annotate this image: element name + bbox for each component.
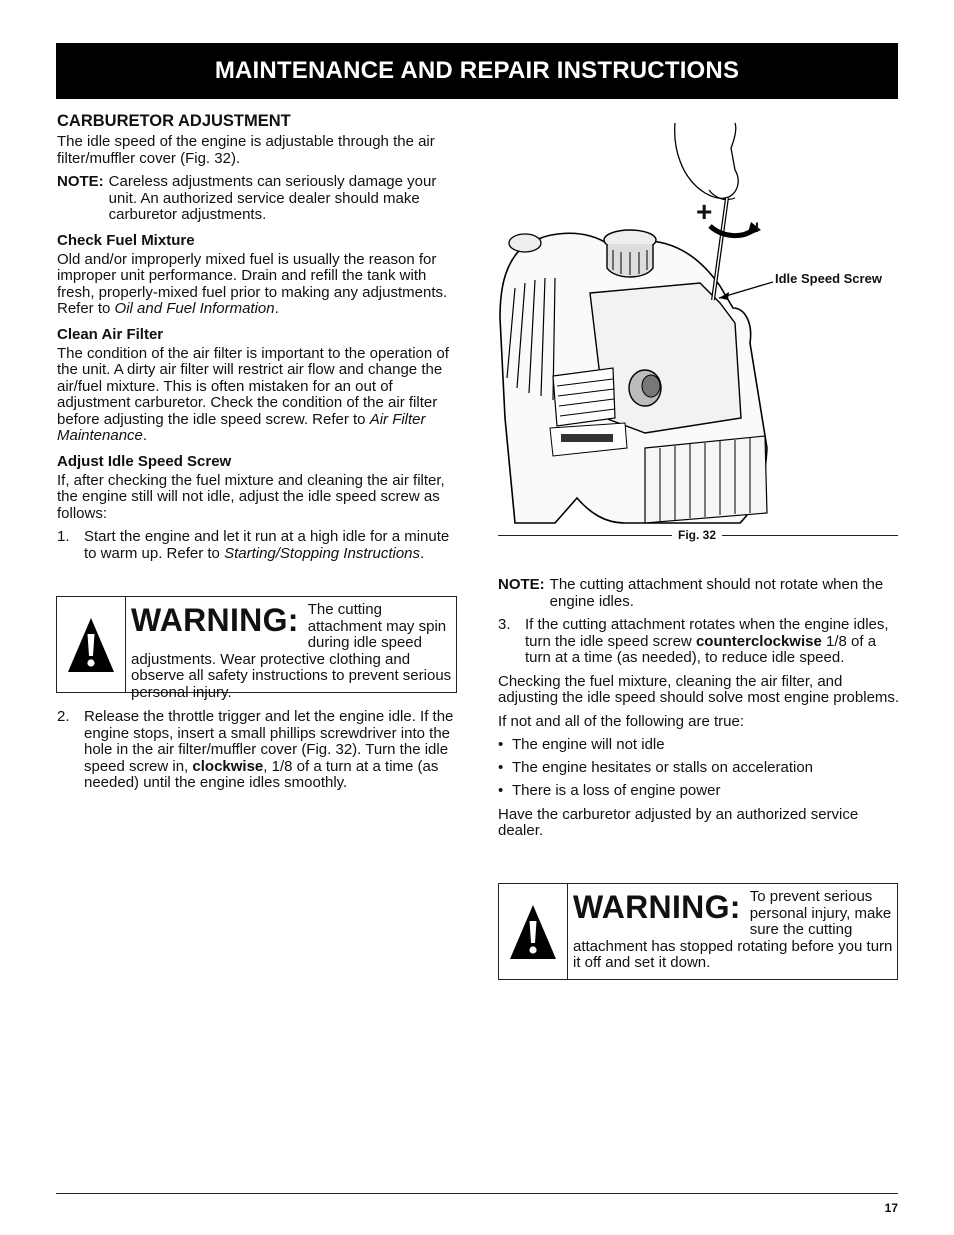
fuel-reference: Oil and Fuel Information [114, 300, 275, 317]
check-fuel-paragraph: Old and/or improperly mixed fuel is usually the reason for improper unit performance. Drain and refill the tank with fresh, properly-mixed fuel prior to making any adjustments. Refer to Oil and Fuel Information. [57, 250, 448, 317]
warning-cell [57, 597, 126, 692]
symptoms-list [498, 737, 900, 800]
warning-text-cell [126, 597, 456, 701]
check-fuel-heading: Check Fuel Mixture [57, 231, 195, 249]
list-item: • There is a loss of engine power [498, 782, 721, 799]
dealer-paragraph: Have the carburetor adjusted by an authorized service dealer. [498, 805, 859, 839]
warning-triangle-icon [508, 903, 558, 961]
figure-caption: Fig. 32 [672, 528, 722, 542]
warning-word: WARNING: [131, 602, 299, 638]
section-heading: CARBURETOR ADJUSTMENT [57, 112, 291, 130]
warning-word: WARNING: [573, 889, 741, 925]
list-item: • The engine hesitates or stalls on acceleration [498, 759, 814, 776]
starting-reference: Starting/Stopping Instructions [224, 544, 421, 562]
warning-text: To prevent serious personal injury, make sure the cutting attachment has stopped rotating before you turn it off and set it down. [573, 888, 893, 971]
trimmer-engine-illustration [495, 118, 900, 538]
figure-rule-left [498, 535, 672, 536]
adjust-idle-heading: Adjust Idle Speed Screw [57, 452, 232, 470]
counterclockwise-emphasis: counterclockwise [695, 632, 822, 650]
idle-speed-screw-callout: Idle Speed Screw [775, 271, 882, 286]
note-label: NOTE: [498, 576, 545, 593]
clean-filter-paragraph: The condition of the air filter is important to the operation of the unit. A dirty air filter will restrict air flow and change the air/fuel mixture. This is often mistaken for an out of adjustment carburetor. Check the condition of the air filter before adjusting the idle speed screw. Refer to Air Filter Maintenance. [57, 344, 449, 444]
step-1: 1. Start the engine and let it run at a high idle for a minute to warm up. Refer to Starting/Stopping Instructions. [57, 528, 450, 562]
list-item: • The engine will not idle [498, 736, 665, 753]
intro-paragraph: The idle speed of the engine is adjustable through the air filter/muffler cover (Fig. 32). [57, 133, 435, 167]
step-2: 2. Release the throttle trigger and let the engine idle. If the engine stops, insert a small phillips screwdriver into the hole in the air filter/muffler cover (Fig. 32). Turn the idle speed screw in, clockwise, 1/8 of a turn at a time (as needed) until the engine idles smoothly. [57, 708, 454, 791]
filter-reference: Air Filter Maintenance [57, 410, 426, 444]
warning-box-stopped [498, 883, 898, 980]
warning-text: The cutting attachment may spin during idle speed adjustments. Wear protective clothing and observe all safety instructions to prevent serious personal injury. [131, 601, 452, 701]
footer-rule [56, 1193, 898, 1194]
minus-symbol: I [755, 219, 759, 235]
note-careless-adjustments [57, 174, 457, 224]
steps-list-1 [57, 529, 457, 562]
summary-paragraph: Checking the fuel mixture, cleaning the air filter, and adjusting the idle speed should solve most engine problems. [498, 672, 900, 706]
clockwise-emphasis: clockwise [192, 757, 264, 775]
step-3: 3. If the cutting attachment rotates when the engine idles, turn the idle speed screw counterclockwise 1/8 of a turn at a time (as needed), to reduce idle speed. [498, 616, 889, 666]
figure-rule-right [722, 535, 898, 536]
right-column [498, 577, 900, 847]
warning-box-spin [56, 596, 457, 701]
warning-text-cell [568, 884, 897, 979]
left-column-continued [57, 709, 457, 799]
adjust-idle-paragraph: If, after checking the fuel mixture and cleaning the air filter, the engine still will not idle, adjust the idle speed screw as follows: [57, 471, 445, 522]
note-text: The cutting attachment should not rotate when the engine idles. [549, 576, 884, 610]
page-header-banner: MAINTENANCE AND REPAIR INSTRUCTIONS [56, 43, 898, 99]
if-not-paragraph: If not and all of the following are true: [498, 712, 744, 730]
warning-triangle-icon [66, 616, 116, 674]
warning-cell [499, 884, 568, 979]
plus-symbol: + [696, 196, 713, 227]
steps-list-2 [57, 709, 457, 792]
page-number: 17 [884, 1201, 898, 1215]
note-cutting-attachment [498, 577, 900, 610]
steps-list-3 [498, 617, 900, 667]
note-text: Careless adjustments can seriously damage your unit. An authorized service dealer should make carburetor adjustments. [108, 173, 437, 223]
left-column [57, 111, 457, 569]
note-label: NOTE: [57, 173, 104, 190]
clean-filter-heading: Clean Air Filter [57, 325, 164, 343]
figure-32-illustration [495, 118, 900, 538]
